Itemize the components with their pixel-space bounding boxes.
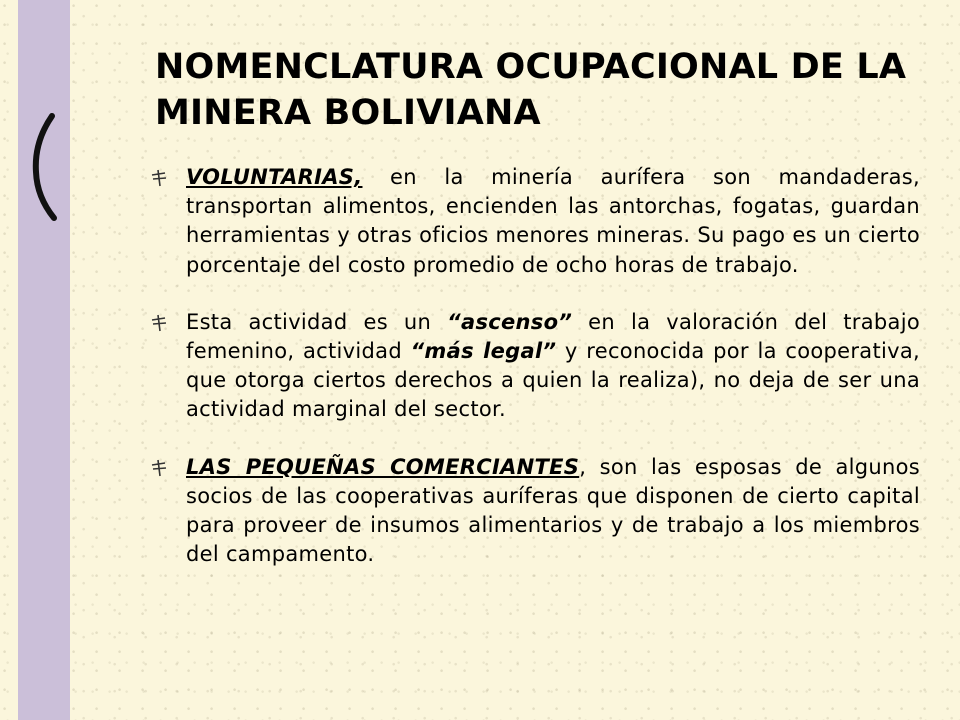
- decorative-side-bar: [18, 0, 70, 720]
- text-segment: Esta actividad es un: [186, 309, 448, 334]
- bullet-item: [150, 163, 920, 280]
- bullet-text: [186, 453, 920, 570]
- bracket-decoration-icon: [24, 112, 74, 222]
- quote-mas-legal: “más legal”: [410, 339, 557, 364]
- bullet-icon: [150, 169, 168, 187]
- bullet-body: , son las esposas de algunos socios de las cooperativas auríferas que disponen de cierto capital para proveer de insumos alimentarios y de trabajo a los miembros del campamento.: [186, 454, 920, 567]
- text-segment: en la valoración del trabajo femenino, actividad: [186, 309, 920, 364]
- bullet-list: [150, 163, 920, 597]
- bullet-icon: [150, 459, 168, 477]
- bullet-item: [150, 308, 920, 425]
- bullet-item: [150, 453, 920, 570]
- quote-ascenso: “ascenso”: [447, 309, 573, 334]
- slide-title: NOMENCLATURA OCUPACIONAL DE LA MINERA BOLIVIANA: [155, 47, 907, 133]
- bullet-text: [186, 308, 920, 425]
- bullet-body: en la minería aurífera son mandaderas, transportan alimentos, encienden las antorchas, fogatas, guardan herramientas y otras oficios menores mineras. Su pago es un cierto porcentaje del costo promedio de ocho horas de trabajo.: [186, 165, 920, 277]
- bullet-text: [186, 163, 920, 280]
- term-voluntarias: VOLUNTARIAS,: [186, 165, 363, 189]
- term-comerciantes: LAS PEQUEÑAS COMERCIANTES: [186, 454, 580, 479]
- text-segment: y reconocida por la cooperativa, que otorga ciertos derechos a quien la realiza), no deja de ser una actividad marginal del sector.: [186, 339, 920, 422]
- bullet-icon: [150, 314, 168, 332]
